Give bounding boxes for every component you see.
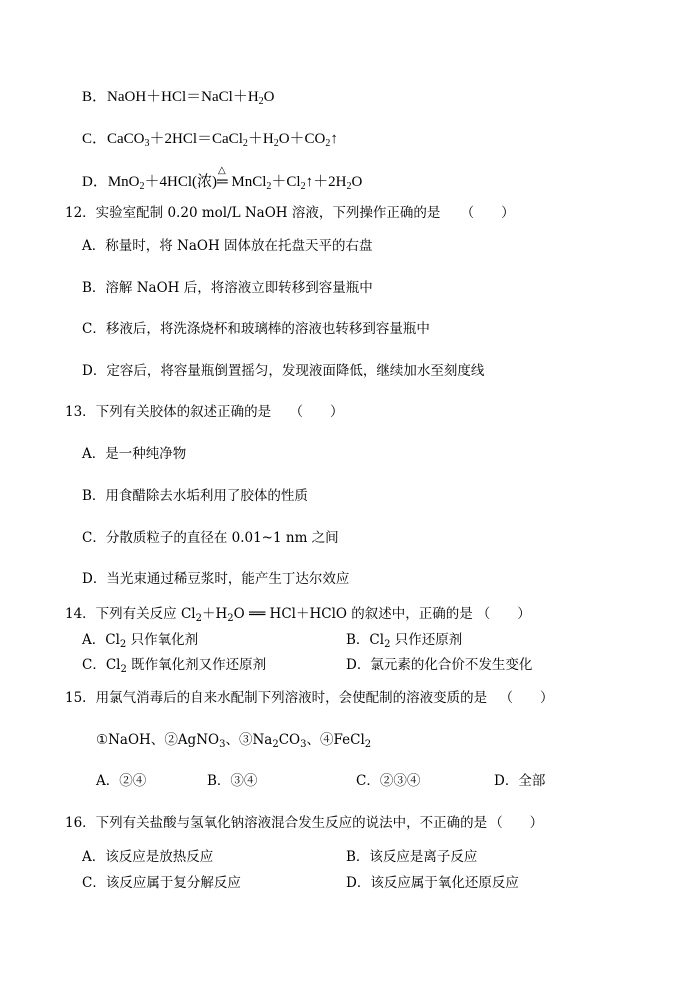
answer-blank: （ ） [289,404,344,420]
equation-text: ＋2HCl＝CaCl [149,131,243,147]
question-text: 16．下列有关盐酸与氢氧化钠溶液混合发生反应的说法中，不正确的是 [65,815,488,831]
q12-option-b: B．溶解 NaOH 后，将溶液立即转移到容量瓶中 [82,280,373,296]
q13-option-b: B．用食醋除去水垢利用了胶体的性质 [82,488,308,504]
option-text: 只作氧化剂 [126,632,199,648]
q12-option-c: C．移液后，将洗涤烧杯和玻璃棒的溶液也转移到容量瓶中 [82,321,430,337]
item: 、 [306,732,320,748]
subscript: 2 [346,181,352,192]
equation-text: O＋CO [278,131,326,147]
q13-stem [65,403,343,421]
equation-text: ＋Cl [271,174,301,190]
equation-text: CaCO [107,131,145,147]
question-text: 14．下列有关反应 Cl [65,606,196,622]
heat-condition [217,165,228,191]
item: CO [278,732,301,748]
answer-blank: （ ） [489,815,544,831]
option-letter: D． [82,174,108,190]
question-text: ＋H [202,606,228,622]
subscript: 2 [273,138,279,149]
q15-option-b: B．③④ [207,773,258,789]
subscript: 2 [325,138,331,149]
q13-option-d: D．当光束通过稀豆浆时，能产生丁达尔效应 [82,571,350,587]
q16-option-b: B．该反应是离子反应 [346,849,478,865]
option-text: A．Cl [82,632,120,648]
question-text: 12．实验室配制 0.20 mol/L NaOH 溶液，下列操作正确的是 [65,205,441,221]
heat-symbol: △ [218,165,226,176]
q15-stem [65,689,553,707]
subscript: 2 [139,181,145,192]
equation-text: ↑＋2H [305,174,347,190]
option-text: 既作氧化剂又作还原剂 [126,657,267,673]
q13-option-c: C．分散质粒子的直径在 0.01~1 nm 之间 [82,530,339,546]
option-text: C．Cl [82,657,121,673]
q14-option-b [346,631,462,654]
q12-stem [65,204,515,222]
q15-items [96,731,371,754]
answer-blank: （ ） [460,205,515,221]
subscript: 2 [195,613,202,624]
subscript: 2 [120,664,127,675]
q14-option-c [82,656,266,679]
q14-option-d: D．氯元素的化合价不发生变化 [346,657,533,673]
item: ②AgNO [164,732,220,748]
option-letter: C． [82,131,108,147]
q11-option-c [82,130,338,153]
item: ①NaOH、 [96,732,165,748]
q16-stem [65,814,543,832]
item: ③Na [238,732,273,748]
equation-text: MnCl [227,174,267,190]
q16-option-c: C．该反应属于复分解反应 [82,875,241,891]
item: 、 [225,732,239,748]
subscript: 2 [384,639,391,650]
question-text: O ══ HCl＋HClO 的叙述中，正确的是 [233,606,473,622]
q13-option-a: A．是一种纯净物 [82,446,187,462]
equation-text: ＋H [247,131,274,147]
answer-blank: （ ） [499,690,554,706]
q12-option-d: D．定容后，将容量瓶倒置摇匀，发现液面降低，继续加水至刻度线 [82,363,485,379]
q14-option-a [82,631,198,654]
equation-text: ↑ [330,131,338,147]
subscript: 3 [219,739,226,750]
question-text: 15．用氯气消毒后的自来水配制下列溶液时，会使配制的溶液变质的是 [65,690,488,706]
q14-stem [65,605,531,628]
subscript: 2 [227,613,234,624]
equation-text: ＋4HCl(浓) [144,174,218,190]
answer-blank: （ ） [476,606,531,622]
option-text: B．Cl [346,632,385,648]
q15-option-d: D．全部 [494,773,546,789]
subscript: 2 [258,96,264,107]
subscript: 3 [300,739,307,750]
subscript: 2 [272,739,279,750]
subscript: 3 [144,138,150,149]
q15-option-a: A．②④ [96,773,147,789]
equation-text: MnO [107,174,140,190]
q16-option-a: A．该反应是放热反应 [82,849,214,865]
q11-option-b [82,88,275,111]
subscript: 2 [364,739,372,750]
option-text: 只作还原剂 [390,632,463,648]
subscript: 2 [266,181,272,192]
option-letter: B． [82,89,108,105]
subscript: 2 [300,181,306,192]
subscript: 2 [242,138,248,149]
q16-option-d: D．该反应属于氧化还原反应 [346,875,519,891]
q12-option-a: A．称量时，将 NaOH 固体放在托盘天平的右盘 [82,238,373,254]
equation-text: O [351,174,363,190]
equals-sign: ═ [217,174,228,190]
equation-text: NaOH＋HCl＝NaCl＋H [107,89,259,105]
q15-option-c: C．②③④ [356,773,421,789]
item: ④FeCl [320,732,365,748]
subscript: 2 [119,639,127,650]
q11-option-d [82,165,363,196]
equation-text: O [263,89,275,105]
question-text: 13．下列有关胶体的叙述正确的是 [65,404,272,420]
